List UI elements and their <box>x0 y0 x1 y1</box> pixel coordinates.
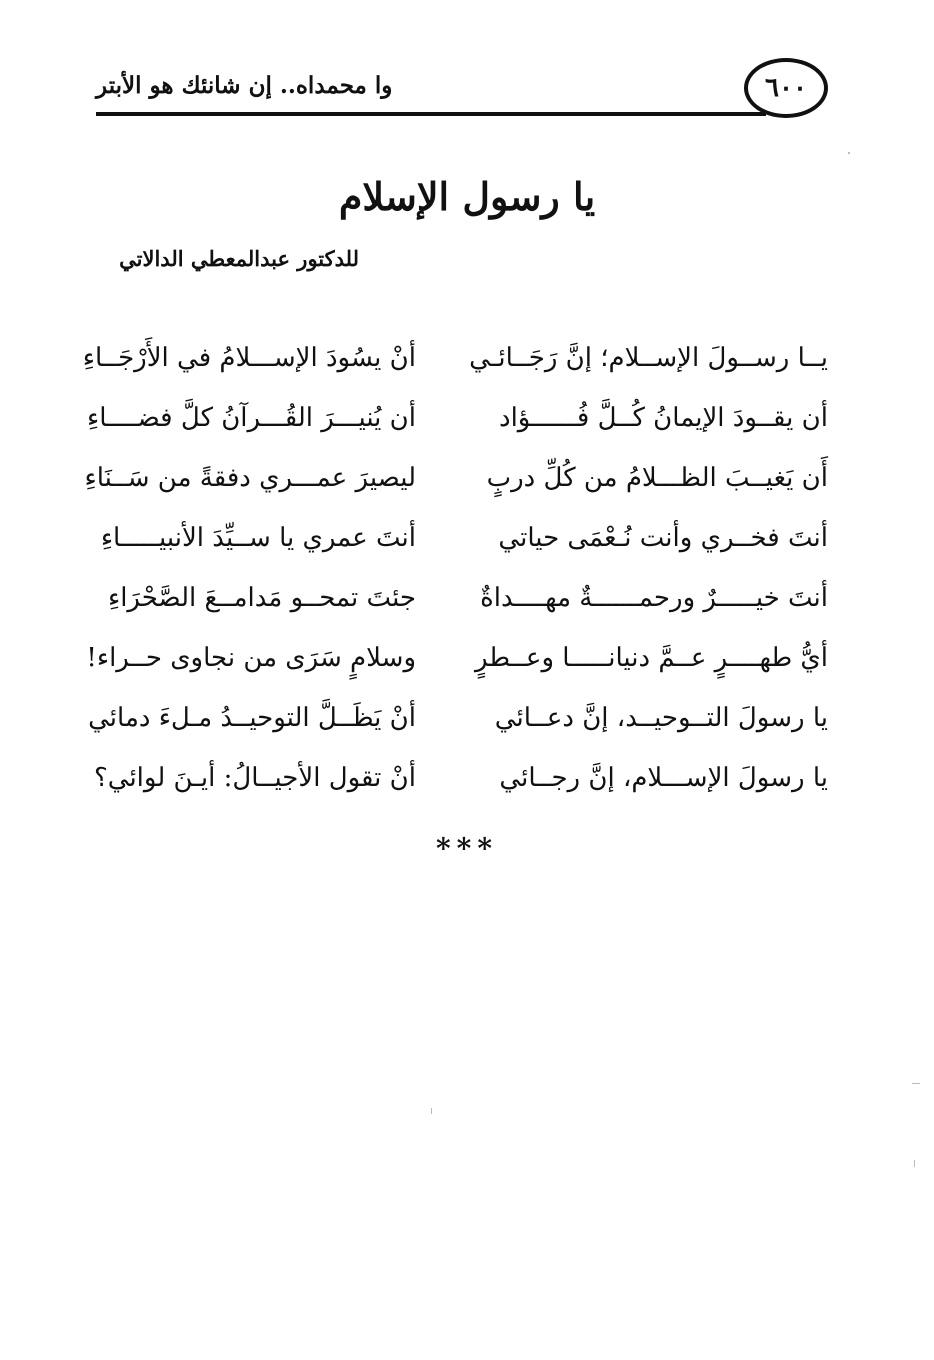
first-hemistich-7: يا رسولَ التــوحيــد، إنَّ دعــائي <box>494 703 828 733</box>
section-separator: *** <box>436 832 498 865</box>
first-hemistich-8: يا رسولَ الإســـلام، إنَّ رجــائي <box>499 763 828 793</box>
verse-column-second-hemistichs <box>82 328 416 808</box>
second-hemistich-8: أنْ تقول الأجيــالُ: أيـنَ لوائي؟ <box>93 763 416 793</box>
scan-speck <box>912 1083 920 1084</box>
second-hemistich-3: ليصيرَ عمـــري دفقةً من سَــنَاءِ <box>84 463 416 493</box>
scan-speck <box>914 1160 915 1167</box>
poem-author: للدكتور عبدالمعطي الدالاتي <box>119 246 359 271</box>
second-hemistich-1: أنْ يسُودَ الإســـلامُ في الأَرْجَــاءِ <box>82 343 416 373</box>
poem-title: يا رسول الإسلام <box>338 174 596 219</box>
first-hemistich-1: يــا رســولَ الإســلام؛ إنَّ رَجَــائـي <box>469 343 828 373</box>
first-hemistich-5: أنتَ خيـــــرٌ ورحمــــــةٌ مهــــداةٌ <box>480 583 828 613</box>
first-hemistich-4: أنتَ فخــري وأنت نُـعْمَى حياتي <box>498 523 828 553</box>
first-hemistich-3: أَن يَغيــبَ الظـــلامُ من كُلِّ دربٍ <box>486 463 828 493</box>
scan-speck <box>431 1108 432 1114</box>
second-hemistich-2: أن يُنيـــرَ القُـــرآنُ كلَّ فضــــاءِ <box>87 403 416 433</box>
page-number: ٦٠٠ <box>765 73 807 103</box>
first-hemistich-6: أيُّ طهــــرٍ عــمَّ دنيانـــــا وعــطرٍ <box>475 643 828 673</box>
page-number-badge <box>744 58 828 118</box>
second-hemistich-7: أنْ يَظَــلَّ التوحيــدُ مـلءَ دمائي <box>88 703 416 733</box>
verse-column-first-hemistichs <box>469 328 828 808</box>
header-rule <box>96 112 766 116</box>
scan-speck <box>848 152 850 154</box>
running-header-title: وا محمداه.. إن شانئك هو الأبتر <box>96 72 393 99</box>
first-hemistich-2: أن يقــودَ الإيمانُ كُــلَّ فُــــــؤاد <box>498 403 828 433</box>
second-hemistich-6: وسلامٍ سَرَى من نجاوى حــراء! <box>86 643 416 673</box>
second-hemistich-4: أنتَ عمري يا ســيِّدَ الأنبيـــــاءِ <box>100 523 416 553</box>
second-hemistich-5: جئتَ تمحــو مَدامــعَ الصَّحْرَاءِ <box>107 583 416 613</box>
